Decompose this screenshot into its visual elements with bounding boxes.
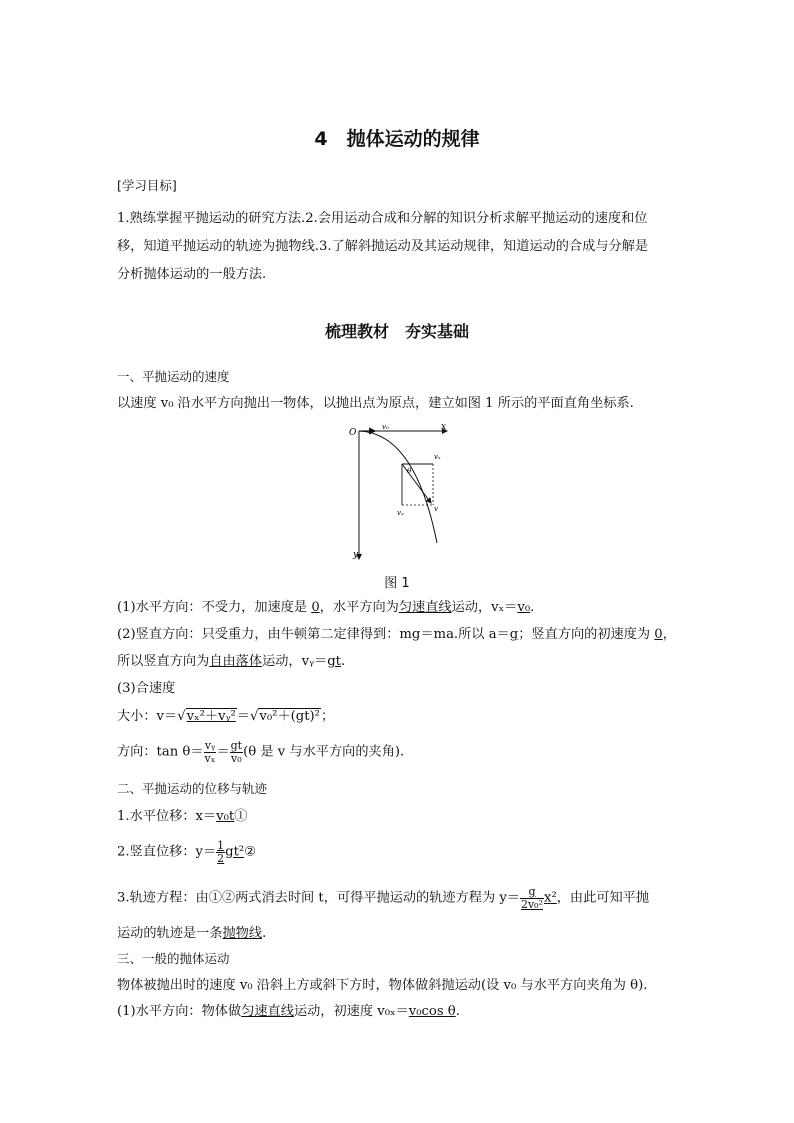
answer-blank: 匀速直线 bbox=[241, 1004, 294, 1019]
answer-blank: x² bbox=[544, 890, 557, 906]
section2-heading: 二、平抛运动的位移与轨迹 bbox=[117, 781, 268, 796]
text-run: (θ 是 v 与水平方向的夹角). bbox=[243, 744, 405, 760]
horizontal-displacement bbox=[117, 810, 247, 823]
trajectory-equation bbox=[117, 886, 649, 910]
section3-heading: 三、一般的抛体运动 bbox=[117, 951, 230, 966]
text-run: ＝ bbox=[216, 744, 230, 760]
text-run: ＝ bbox=[236, 709, 251, 724]
y-label: y bbox=[353, 550, 359, 560]
oblique-horizontal-direction bbox=[117, 1005, 460, 1018]
figure-caption: 图 1 bbox=[384, 576, 410, 591]
text-run: . bbox=[340, 654, 346, 669]
text-run: . bbox=[262, 926, 267, 941]
numerator: vᵧ bbox=[204, 739, 216, 752]
text-run: ， bbox=[662, 627, 676, 642]
numerator: 1 bbox=[217, 839, 225, 852]
answer-blank: gt² bbox=[225, 844, 245, 860]
answer-blank: v₀cos θ bbox=[408, 1004, 456, 1019]
text-run: 运动的轨迹是一条 bbox=[117, 926, 223, 941]
answer-blank: 0 bbox=[311, 600, 320, 615]
section1-intro: 以速度 v₀ 沿水平方向抛出一物体，以抛出点为原点，建立如图 1 所示的平面直角坐标系. bbox=[117, 396, 634, 411]
denominator: 2v₀² bbox=[520, 897, 544, 911]
text-run: ② bbox=[244, 844, 257, 860]
numerator: gt bbox=[230, 739, 243, 752]
answer-blank: v₀ bbox=[517, 600, 531, 615]
text-run: 所以竖直方向为 bbox=[117, 654, 210, 669]
section-subtitle: 梳理教材 夯实基础 bbox=[324, 322, 469, 341]
text-run: . bbox=[455, 1004, 460, 1019]
text-run: (1)水平方向：物体做 bbox=[117, 1004, 242, 1019]
text-run: ； bbox=[320, 709, 335, 724]
text-run: (1)水平方向：不受力，加速度是 bbox=[117, 600, 312, 615]
text-run: 运动，vₓ＝ bbox=[451, 600, 518, 615]
vertical-direction-text-2 bbox=[117, 655, 345, 668]
vx-label: vₓ bbox=[434, 453, 441, 461]
objectives-line-1: 1.熟练掌握平抛运动的研究方法.2.会用运动合成和分解的知识分析求解平抛运动的速度和位 bbox=[117, 211, 648, 226]
page-title: 4 抛体运动的规律 bbox=[314, 128, 480, 150]
trajectory-conclusion bbox=[117, 927, 266, 940]
answer-blank: v₀t bbox=[216, 809, 235, 824]
trajectory-curve bbox=[359, 431, 437, 543]
text-run: ，水平方向为 bbox=[319, 600, 399, 615]
answer-blank: vₓ²＋vᵧ² bbox=[186, 709, 236, 724]
sqrt-expression: v₀²＋(gt)² bbox=[259, 709, 320, 724]
text-run: ；竖直方向的初速度为 bbox=[518, 627, 655, 642]
velocity-direction bbox=[117, 740, 404, 764]
fraction-half bbox=[216, 840, 225, 864]
objectives-line-2: 移，知道平抛运动的轨迹为抛物线.3.了解斜抛运动及其运动规律，知道运动的合成与分解是 bbox=[117, 239, 649, 254]
text-run: ，由此可知平抛 bbox=[556, 890, 650, 906]
text-run: 大小：v＝ bbox=[117, 709, 178, 724]
coordinate-figure bbox=[345, 419, 457, 567]
denominator: v₀ bbox=[231, 751, 242, 765]
x-label: x bbox=[441, 422, 447, 432]
vertical-displacement bbox=[117, 840, 256, 864]
denominator: vₓ bbox=[204, 751, 216, 765]
text-run: ① bbox=[234, 809, 248, 824]
answer-blank: 抛物线 bbox=[222, 926, 263, 941]
text-run: 运动，vᵧ＝ bbox=[262, 654, 328, 669]
text-run: . bbox=[530, 600, 535, 615]
fraction-g-2v0sq bbox=[520, 886, 544, 910]
denominator: 2 bbox=[217, 851, 225, 865]
fraction-vy-vx bbox=[204, 740, 217, 764]
numerator: g bbox=[520, 886, 544, 899]
answer-blank: 0 bbox=[654, 627, 663, 642]
text-run: 运动，初速度 v₀ₓ＝ bbox=[293, 1004, 409, 1019]
v-label: v bbox=[434, 505, 438, 513]
velocity-magnitude: 大小：v＝√vₓ²＋vᵧ²＝√v₀²＋(gt)²； bbox=[117, 709, 335, 724]
origin-label: O bbox=[349, 428, 357, 438]
vy-label: vᵧ bbox=[397, 509, 404, 517]
objectives-line-3: 分析抛体运动的一般方法. bbox=[117, 267, 267, 282]
answer-blank: 自由落体 bbox=[209, 654, 263, 669]
theta-label: θ bbox=[407, 467, 412, 475]
fraction-gt-v0 bbox=[230, 740, 243, 764]
text-run: (2)竖直方向：只受重力，由牛顿第二定律得到：mg＝ma.所以 a＝ bbox=[117, 627, 510, 642]
text-run: 方向：tan θ＝ bbox=[117, 744, 204, 760]
answer-blank: 匀速直线 bbox=[398, 600, 452, 615]
v0-label: v₀ bbox=[382, 423, 389, 431]
objectives-heading: [学习目标] bbox=[117, 178, 177, 193]
vertical-direction-text bbox=[117, 628, 676, 641]
text-run: 2.竖直位移：y＝ bbox=[117, 844, 217, 860]
horizontal-direction-text bbox=[117, 601, 534, 614]
text-run: 1.水平位移：x＝ bbox=[117, 809, 217, 824]
answer-blank: gt bbox=[327, 654, 341, 669]
text-run: 3.轨迹方程：由①②两式消去时间 t，可得平抛运动的轨迹方程为 y＝ bbox=[117, 890, 520, 906]
section1-heading: 一、平抛运动的速度 bbox=[117, 369, 230, 384]
section3-intro: 物体被抛出时的速度 v₀ 沿斜上方或斜下方时，物体做斜抛运动(设 v₀ 与水平方向夹角为 θ). bbox=[117, 978, 648, 993]
answer-blank: g bbox=[509, 627, 519, 642]
combined-velocity-heading: (3)合速度 bbox=[117, 681, 176, 696]
